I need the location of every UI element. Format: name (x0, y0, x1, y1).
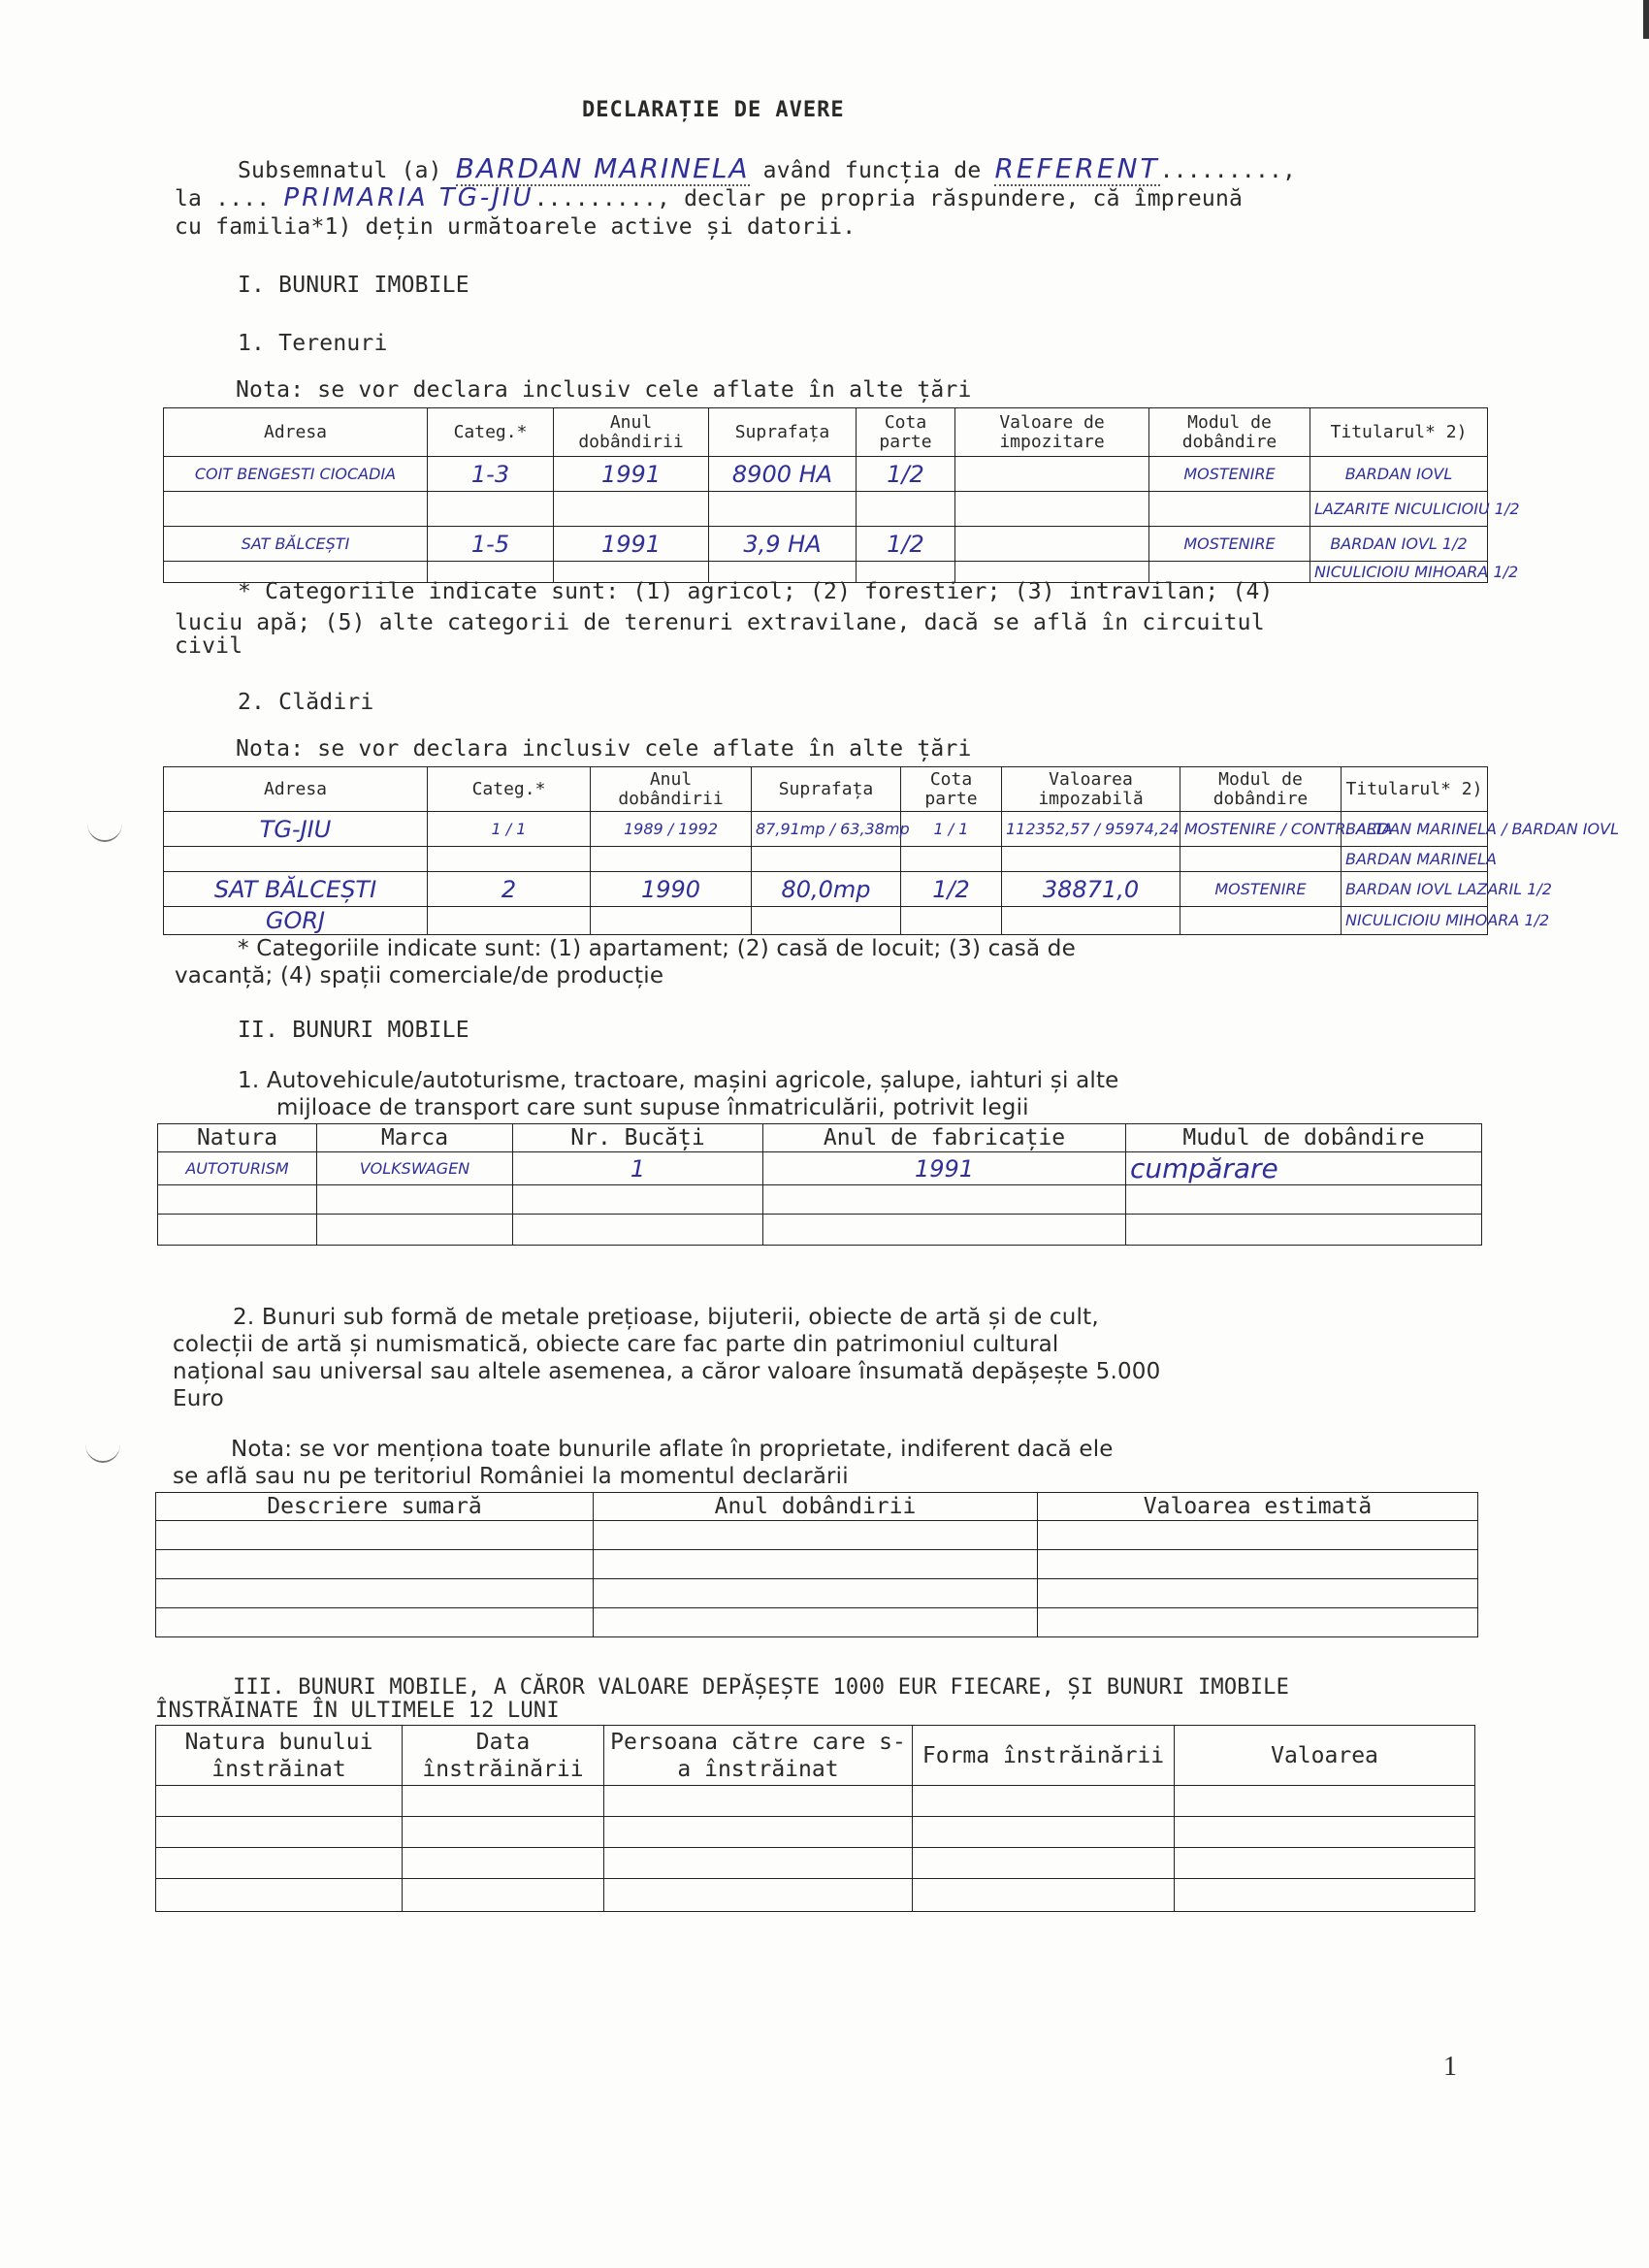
table-row (156, 1579, 1478, 1608)
table-cell (1002, 847, 1180, 872)
intro-line-2 (175, 184, 1243, 212)
table-cell (1175, 1817, 1475, 1848)
table-cell: SAT BĂLCEȘTI (164, 872, 428, 907)
table-cell (901, 907, 1002, 935)
auto-header-mod: Mudul de dobândire (1126, 1124, 1482, 1152)
table-cell: BARDAN IOVL LAZARIL 1/2 (1342, 872, 1488, 907)
terenuri-footnote-3: civil (175, 633, 243, 659)
table-cell (156, 1550, 594, 1579)
table-cell (1180, 847, 1342, 872)
table-cell (1180, 907, 1342, 935)
table-cell (955, 492, 1149, 527)
intro-la: la .... (175, 186, 271, 211)
table-cell (554, 492, 709, 527)
instrainate-header-forma: Forma înstrăinării (913, 1726, 1175, 1786)
table-row (156, 1521, 1478, 1550)
cladiri-title: 2. Clădiri (238, 690, 374, 715)
table-cell: cumpărare (1126, 1152, 1482, 1185)
bijuterii-header-descriere: Descriere sumară (156, 1493, 594, 1521)
cladiri-footnote-1: * Categoriile indicate sunt: (1) apartament; (2) casă de locuit; (3) casă de (238, 936, 1076, 961)
declarant-function: REFERENT (994, 152, 1160, 184)
table-cell: LAZARITE NICULICIOIU 1/2 (1310, 492, 1488, 527)
declarant-institution: PRIMARIA TG-JIU (283, 183, 534, 212)
bijuterii-title-4: Euro (173, 1386, 224, 1411)
bijuterii-header-valoarea: Valoarea estimată (1038, 1493, 1478, 1521)
table-cell (1038, 1608, 1478, 1637)
table-row (156, 1786, 1475, 1817)
table-cell: 1/2 (857, 457, 955, 492)
table-cell (156, 1817, 403, 1848)
table-cell (1175, 1786, 1475, 1817)
cladiri-header-suprafata: Suprafața (752, 767, 901, 812)
table-row (156, 1608, 1478, 1637)
terenuri-footnote-2: luciu apă; (5) alte categorii de terenuri extravilane, dacă se află în circuitul (175, 610, 1265, 635)
table-cell (604, 1817, 913, 1848)
table-cell: MOSTENIRE / CONTR. ALTA (1180, 812, 1342, 847)
terenuri-header-suprafata: Suprafața (709, 408, 857, 457)
table-row (164, 457, 1488, 492)
table-cell (763, 1215, 1126, 1246)
cladiri-table (163, 766, 1619, 935)
table-cell (591, 847, 752, 872)
auto-header-natura: Natura (158, 1124, 317, 1152)
table-cell (1126, 1185, 1482, 1215)
table-cell (913, 1848, 1175, 1879)
table-cell: BARDAN IOVL 1/2 (1310, 527, 1488, 562)
table-cell: MOSTENIRE (1180, 872, 1342, 907)
table-cell (156, 1786, 403, 1817)
cladiri-header-row (164, 767, 1488, 812)
table-cell (594, 1579, 1038, 1608)
table-cell (513, 1185, 763, 1215)
table-row (158, 1185, 1482, 1215)
table-cell (428, 492, 554, 527)
terenuri-header-row (164, 408, 1488, 457)
table-cell (955, 527, 1149, 562)
table-cell: 1991 (763, 1152, 1126, 1185)
table-cell (857, 492, 955, 527)
table-cell (604, 1786, 913, 1817)
table-cell (156, 1879, 403, 1912)
terenuri-header-titular: Titularul* 2) (1310, 408, 1488, 457)
auto-header-anul: Anul de fabricație (763, 1124, 1126, 1152)
table-row (164, 907, 1488, 935)
table-cell (1038, 1521, 1478, 1550)
intro-function-label: având funcția de (762, 158, 982, 183)
table-cell (594, 1521, 1038, 1550)
table-cell (1002, 907, 1180, 935)
table-cell: 2 (428, 872, 591, 907)
section-2-title: II. BUNURI MOBILE (238, 1018, 469, 1043)
table-cell (156, 1579, 594, 1608)
declarant-name: BARDAN MARINELA (455, 152, 750, 184)
table-cell (913, 1817, 1175, 1848)
table-cell (156, 1521, 594, 1550)
table-row (156, 1848, 1475, 1879)
page-number: 1 (1443, 2052, 1457, 2082)
table-cell (158, 1185, 317, 1215)
table-cell (403, 1817, 604, 1848)
table-cell (428, 847, 591, 872)
table-cell: 1989 / 1992 (591, 812, 752, 847)
table-cell (913, 1786, 1175, 1817)
table-cell: 1 / 1 (428, 812, 591, 847)
table-cell: 8900 HA (709, 457, 857, 492)
intro-line2-suffix: ........., declar pe propria răspundere, că împreună (534, 186, 1244, 211)
auto-title-1: 1. Autovehicule/autoturisme, tractoare, mașini agricole, șalupe, iahturi și alte (238, 1068, 1119, 1093)
table-cell (403, 1848, 604, 1879)
punch-hole-mark (85, 1426, 120, 1463)
table-cell (317, 1215, 513, 1246)
table-cell (594, 1608, 1038, 1637)
table-cell (752, 847, 901, 872)
table-cell: 38871,0 (1002, 872, 1180, 907)
table-row (164, 872, 1488, 907)
table-cell: 1-3 (428, 457, 554, 492)
table-cell: 87,91mp / 63,38mp (752, 812, 901, 847)
table-cell (709, 492, 857, 527)
table-row (164, 492, 1488, 527)
terenuri-nota: Nota: se vor declara inclusiv cele aflate în alte țări (236, 377, 972, 403)
table-row (164, 527, 1488, 562)
cladiri-nota: Nota: se vor declara inclusiv cele aflate în alte țări (236, 736, 972, 761)
table-row (164, 812, 1488, 847)
bijuterii-title-1: 2. Bunuri sub formă de metale prețioase, bijuterii, obiecte de artă și de cult, (233, 1305, 1099, 1330)
terenuri-footnote-1: * Categoriile indicate sunt: (1) agricol; (2) forestier; (3) intravilan; (4) (238, 579, 1274, 604)
table-cell: TG-JIU (164, 812, 428, 847)
table-cell (1175, 1848, 1475, 1879)
terenuri-table (163, 407, 1520, 583)
table-cell: COIT BENGESTI CIOCADIA (164, 457, 428, 492)
instrainate-table (155, 1725, 1475, 1912)
auto-title-2: mijloace de transport care sunt supuse înmatriculării, potrivit legii (276, 1095, 1029, 1120)
bijuterii-table (155, 1492, 1478, 1637)
terenuri-header-cota: Cota parte (857, 408, 955, 457)
cladiri-header-modul: Modul de dobândire (1180, 767, 1342, 812)
table-cell (752, 907, 901, 935)
bijuterii-nota-2: se află sau nu pe teritoriul României la momentul declarării (173, 1464, 849, 1489)
table-cell (156, 1848, 403, 1879)
table-row (156, 1817, 1475, 1848)
table-cell: BARDAN MARINELA / BARDAN IOVL (1342, 812, 1488, 847)
table-cell: 1990 (591, 872, 752, 907)
table-cell: NICULICIOIU MIHOARA 1/2 (1342, 907, 1488, 935)
table-cell (164, 492, 428, 527)
bijuterii-header-row (156, 1493, 1478, 1521)
table-cell: BARDAN IOVL (1310, 457, 1488, 492)
table-cell (317, 1185, 513, 1215)
cladiri-header-titular: Titularul* 2) (1342, 767, 1488, 812)
table-cell (158, 1215, 317, 1246)
table-cell: 1 (513, 1152, 763, 1185)
table-cell: 1991 (554, 527, 709, 562)
auto-header-marca: Marca (317, 1124, 513, 1152)
table-cell (1038, 1579, 1478, 1608)
terenuri-header-valoare: Valoare de impozitare (955, 408, 1149, 457)
table-cell: NICULICIOIU MIHOARA 1/2 (1310, 562, 1488, 583)
table-cell: 112352,57 / 95974,24 (1002, 812, 1180, 847)
table-cell: 1991 (554, 457, 709, 492)
table-cell (591, 907, 752, 935)
bijuterii-title-3: național sau universal sau altele asemenea, a căror valoare însumată depășește 5.000 (173, 1359, 1161, 1384)
table-cell (763, 1185, 1126, 1215)
cladiri-footnote-2: vacanță; (4) spații comerciale/de producție (175, 963, 664, 988)
table-cell (1126, 1215, 1482, 1246)
terenuri-header-categ: Categ.* (428, 408, 554, 457)
table-cell (428, 907, 591, 935)
table-cell: BARDAN MARINELA (1342, 847, 1488, 872)
table-row (156, 1550, 1478, 1579)
auto-header-bucati: Nr. Bucăți (513, 1124, 763, 1152)
table-cell (955, 457, 1149, 492)
table-cell (604, 1879, 913, 1912)
instrainate-header-data: Data înstrăinării (403, 1726, 604, 1786)
table-cell: VOLKSWAGEN (317, 1152, 513, 1185)
terenuri-header-adresa: Adresa (164, 408, 428, 457)
intro-line-3: cu familia*1) dețin următoarele active și datorii. (175, 214, 857, 240)
table-cell: 1-5 (428, 527, 554, 562)
auto-header-row (158, 1124, 1482, 1152)
intro-prefix: Subsemnatul (a) (238, 158, 442, 183)
table-row (158, 1215, 1482, 1246)
table-cell (913, 1879, 1175, 1912)
cladiri-header-valoare: Valoarea impozabilă (1002, 767, 1180, 812)
bijuterii-title-2: colecții de artă și numismatică, obiecte care fac parte din patrimoniul cultural (173, 1332, 1059, 1357)
table-cell: 1 / 1 (901, 812, 1002, 847)
table-cell: SAT BĂLCEȘTI (164, 527, 428, 562)
table-cell (403, 1879, 604, 1912)
punch-hole-mark (87, 805, 122, 842)
table-cell: GORJ (164, 907, 428, 935)
table-row (158, 1152, 1482, 1185)
instrainate-header-row (156, 1726, 1475, 1786)
bijuterii-header-anul: Anul dobândirii (594, 1493, 1038, 1521)
section-3-title-2: ÎNSTRĂINATE ÎN ULTIMELE 12 LUNI (155, 1699, 560, 1723)
cladiri-header-cota: Cota parte (901, 767, 1002, 812)
section-1-title: I. BUNURI IMOBILE (238, 273, 469, 298)
table-cell: 80,0mp (752, 872, 901, 907)
instrainate-header-valoarea: Valoarea (1175, 1726, 1475, 1786)
table-cell (901, 847, 1002, 872)
intro-line-1: Subsemnatul (a) BARDAN MARINELA având funcția de REFERENT........., (238, 152, 1297, 184)
page-title: DECLARAȚIE DE AVERE (582, 98, 845, 122)
terenuri-header-modul: Modul de dobândire (1149, 408, 1310, 457)
bijuterii-nota-1: Nota: se vor menționa toate bunurile aflate în proprietate, indiferent dacă ele (231, 1437, 1114, 1462)
cladiri-header-adresa: Adresa (164, 767, 428, 812)
table-cell: 1/2 (901, 872, 1002, 907)
auto-table (157, 1123, 1482, 1246)
table-cell: MOSTENIRE (1149, 457, 1310, 492)
cladiri-header-anul: Anul dobândirii (591, 767, 752, 812)
terenuri-title: 1. Terenuri (238, 331, 388, 356)
table-cell (164, 847, 428, 872)
table-cell (1175, 1879, 1475, 1912)
cladiri-header-categ: Categ.* (428, 767, 591, 812)
table-cell (604, 1848, 913, 1879)
table-cell (156, 1608, 594, 1637)
section-3-title-1: III. BUNURI MOBILE, A CĂROR VALOARE DEPĂȘEȘTE 1000 EUR FIECARE, ȘI BUNURI IMOBILE (233, 1675, 1290, 1700)
table-cell (403, 1786, 604, 1817)
table-row (156, 1879, 1475, 1912)
table-cell: 3,9 HA (709, 527, 857, 562)
scan-edge (1643, 0, 1649, 39)
table-row (164, 847, 1488, 872)
instrainate-header-natura: Natura bunului înstrăinat (156, 1726, 403, 1786)
terenuri-header-anul: Anul dobândirii (554, 408, 709, 457)
table-cell (1038, 1550, 1478, 1579)
table-cell (513, 1215, 763, 1246)
table-cell (1149, 492, 1310, 527)
table-cell: MOSTENIRE (1149, 527, 1310, 562)
table-cell (594, 1550, 1038, 1579)
table-cell: 1/2 (857, 527, 955, 562)
table-cell: AUTOTURISM (158, 1152, 317, 1185)
instrainate-header-persoana: Persoana către care s-a înstrăinat (604, 1726, 913, 1786)
